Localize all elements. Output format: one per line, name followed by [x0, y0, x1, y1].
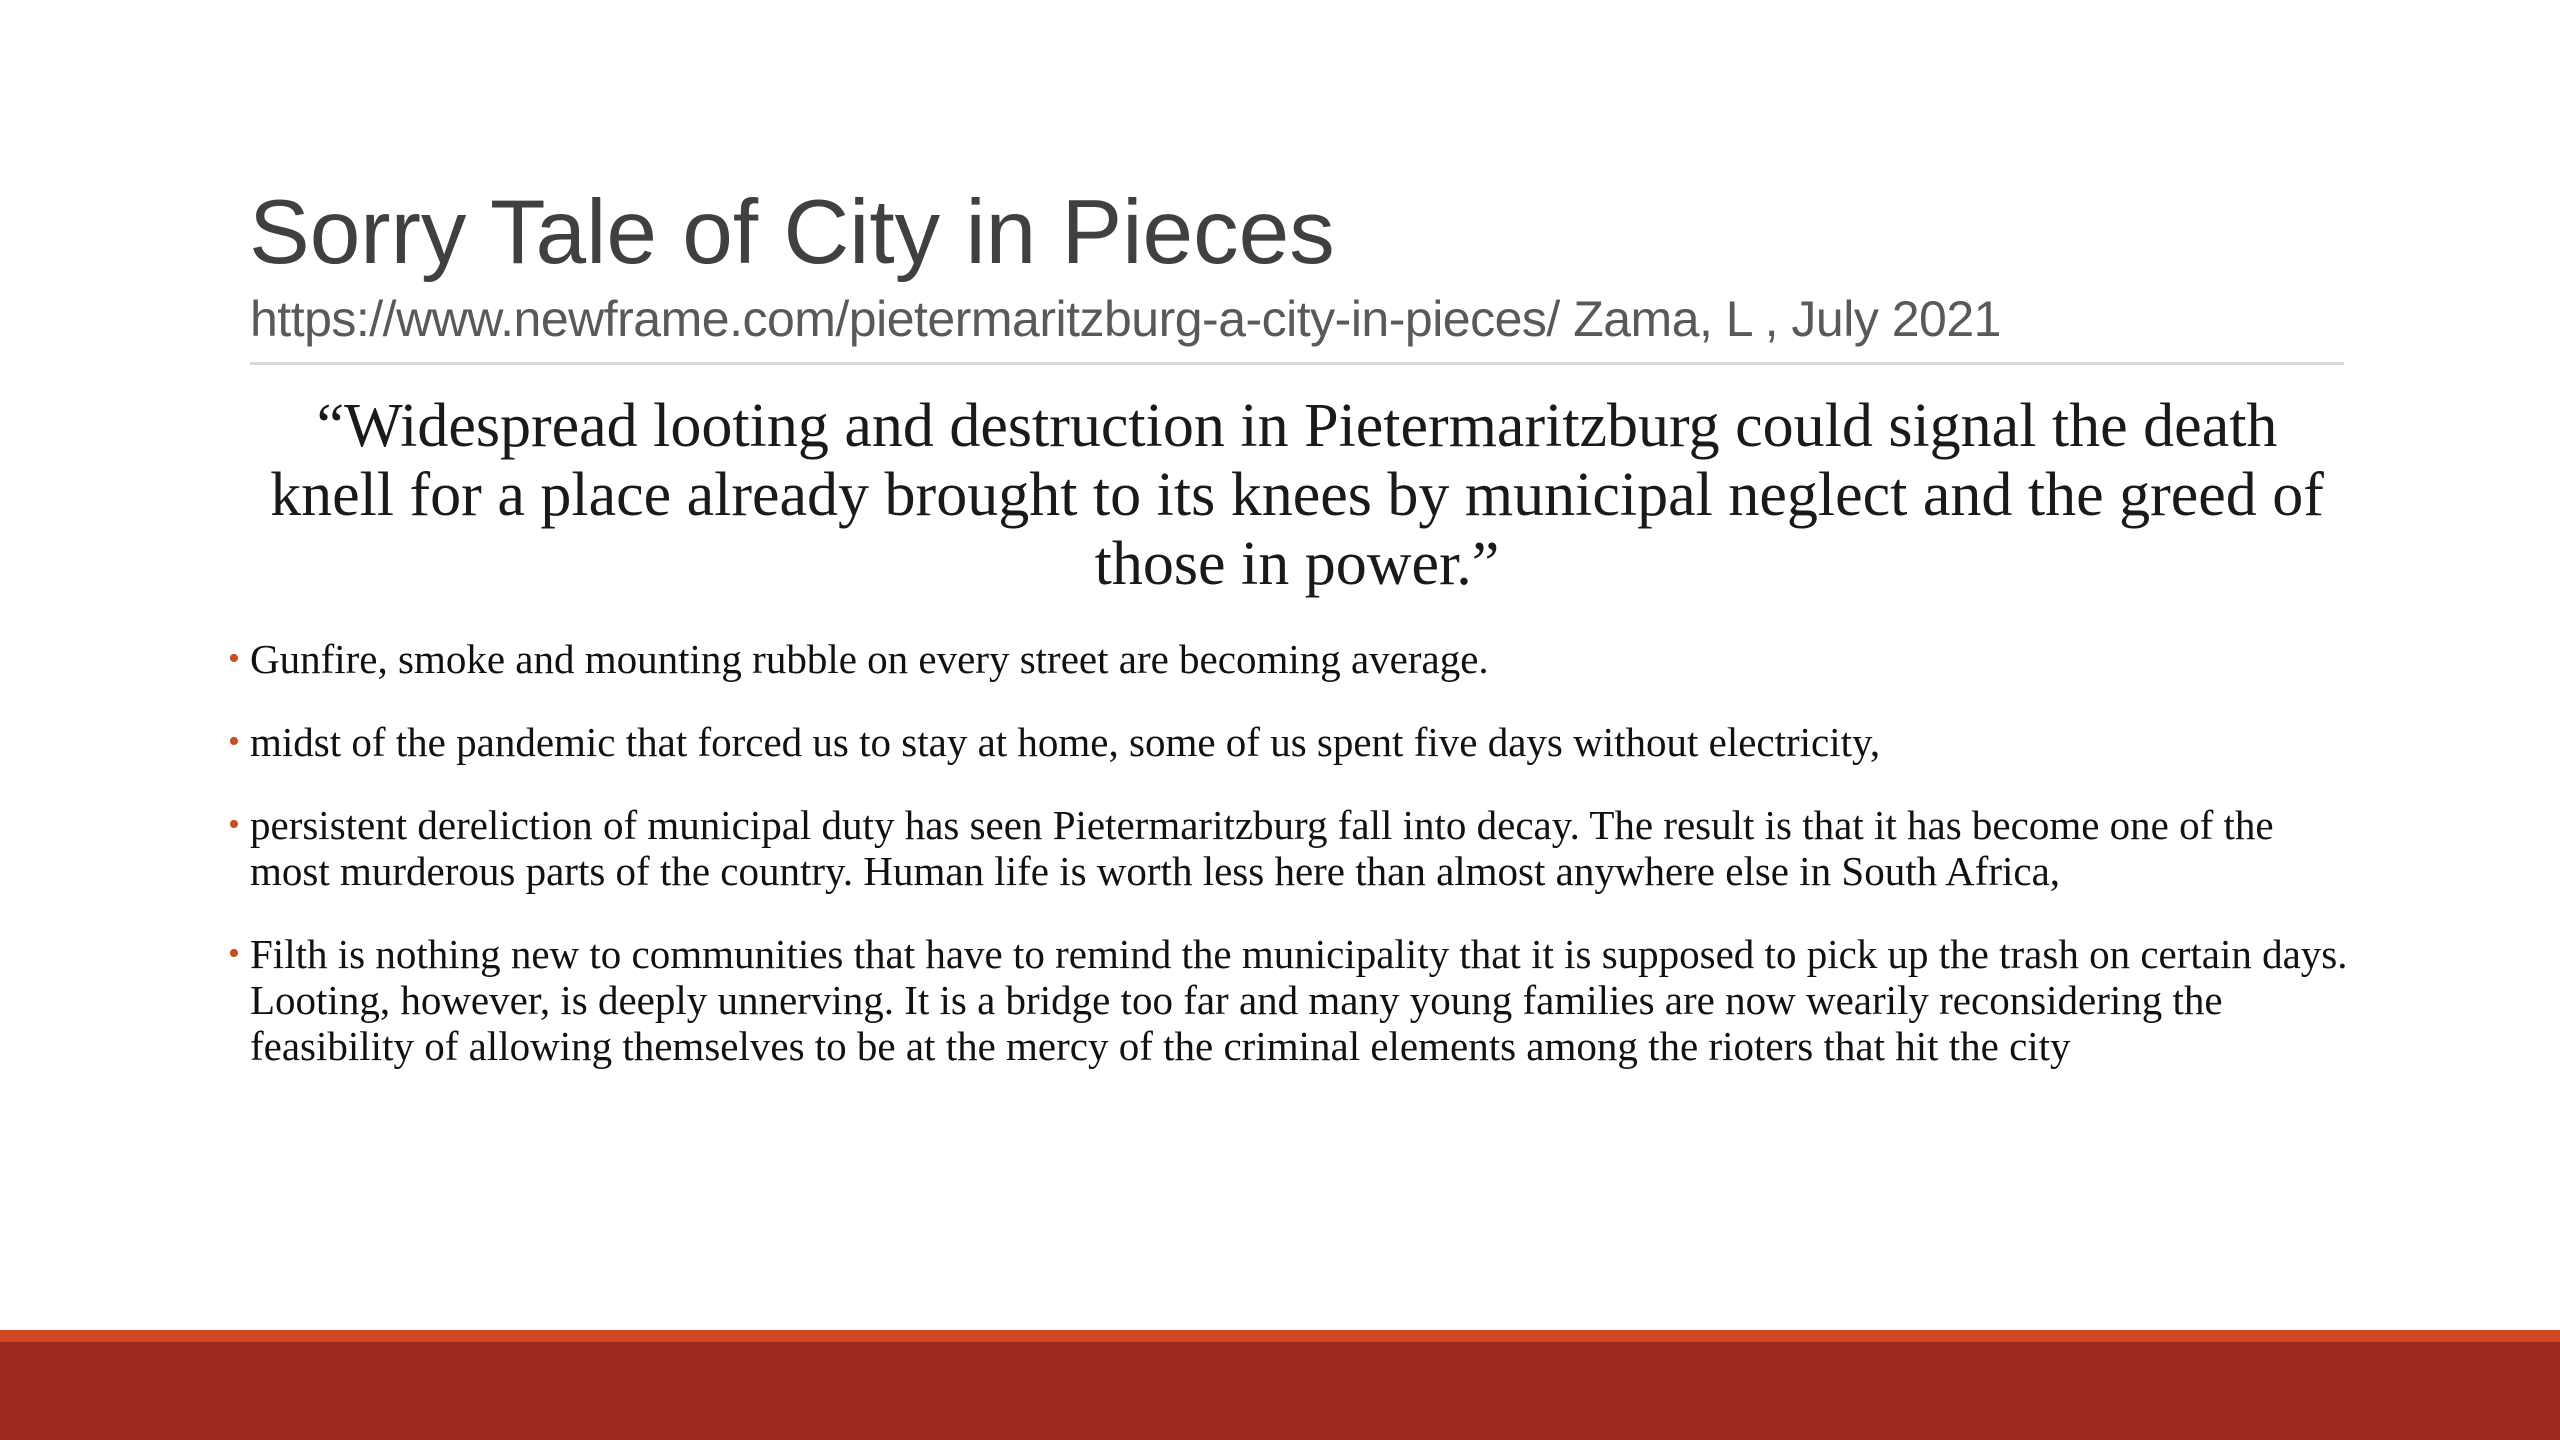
bullet-item: [228, 636, 2348, 682]
bullet-text: persistent dereliction of municipal duty has seen Pietermaritzburg fall into decay. The result is that it has become one of the most murderous parts of the country. Human life is worth less here than almost anywhere else in South Africa,: [250, 802, 2274, 894]
bullet-list: [228, 636, 2348, 1106]
title-divider: [250, 362, 2344, 365]
bullet-text: Gunfire, smoke and mounting rubble on every street are becoming average.: [250, 636, 1489, 682]
footer-accent-stripe: [0, 1330, 2560, 1342]
bullet-item: [228, 719, 2348, 765]
bullet-marker: •: [228, 723, 240, 760]
slide-subtitle-source: https://www.newframe.com/pietermaritzburg-a-city-in-pieces/ Zama, L , July 2021: [250, 291, 2001, 347]
bullet-marker: •: [228, 935, 240, 972]
bullet-text: midst of the pandemic that forced us to stay at home, some of us spent five days without electricity,: [250, 719, 1881, 765]
bullet-item: [228, 802, 2348, 894]
quote-text: “Widespread looting and destruction in Pietermaritzburg could signal the death knell for a place already brought to its knees by municipal neglect and the greed of those in power.”: [270, 392, 2324, 598]
bullet-item: [228, 931, 2348, 1069]
footer-band: [0, 1342, 2560, 1440]
bullet-text: Filth is nothing new to communities that have to remind the municipality that it is supposed to pick up the trash on certain days. Looting, however, is deeply unnerving. It is a bridge too far and many young families are now wearily reconsidering the feasibility of allowing themselves to be at the mercy of the criminal elements among the rioters that hit the city: [250, 931, 2348, 1069]
slide-title: Sorry Tale of City in Pieces: [249, 182, 1335, 283]
bullet-marker: •: [228, 806, 240, 843]
bullet-marker: •: [228, 640, 240, 677]
